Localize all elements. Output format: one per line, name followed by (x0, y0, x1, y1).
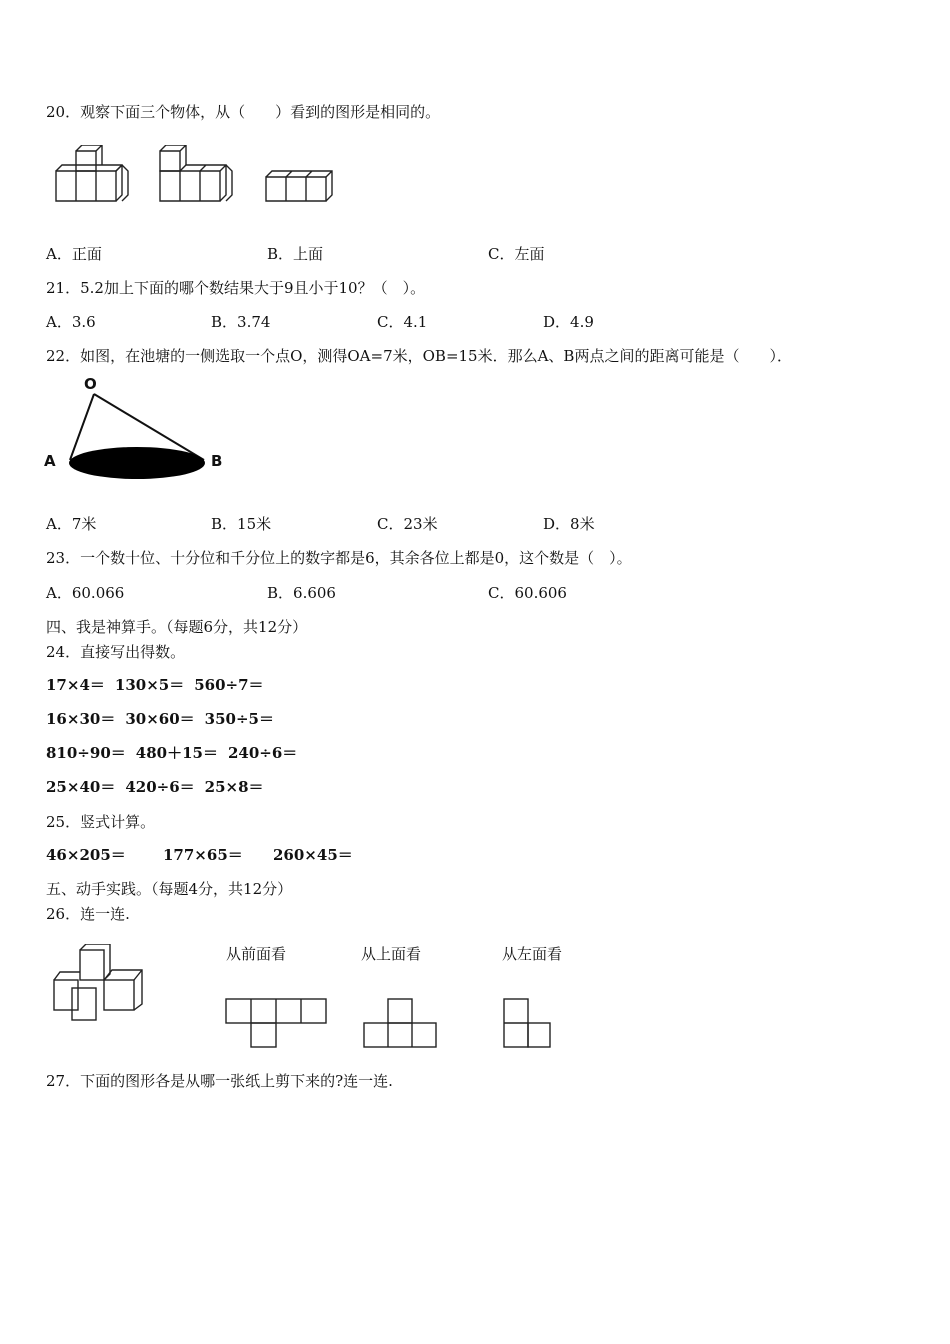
q24-item: 25×8＝ (204, 778, 264, 796)
q20-question: 20．观察下面三个物体，从（ ）看到的图形是相同的。 (46, 103, 441, 121)
q24-item: 350÷5＝ (204, 710, 274, 728)
q22-option-d[interactable]: D．8米 (543, 515, 595, 533)
q24-item: 560÷7＝ (194, 676, 264, 694)
q23-option-b[interactable]: B．6.606 (267, 584, 336, 602)
q24-question: 24．直接写出得数。 (46, 643, 186, 661)
q23-question: 23．一个数十位、十分位和千分位上的数字都是6，其余各位上都是0，这个数是（ ）。 (46, 549, 632, 567)
q24-item: 30×60＝ (125, 710, 195, 728)
q26-view-left-label: 从左面看 (502, 945, 563, 963)
q20-option-b[interactable]: B．上面 (267, 245, 324, 263)
q23-option-a[interactable]: A．60.066 (46, 584, 125, 602)
q20-option-a[interactable]: A．正面 (46, 245, 102, 263)
q26-view-front-shape (222, 995, 332, 1050)
section-5-heading: 五、动手实践。（每题4分，共12分） (46, 880, 293, 898)
q25-item-1: 46×205＝ (46, 846, 126, 864)
q22-pond-diagram (38, 374, 228, 484)
q25-question: 25．竖式计算。 (46, 813, 156, 831)
q22-option-c[interactable]: C．23米 (377, 515, 438, 533)
q23-option-c[interactable]: C．60.606 (488, 584, 567, 602)
q24-item: 16×30＝ (46, 710, 116, 728)
q22-label-b: B (211, 452, 223, 470)
q21-option-d[interactable]: D．4.9 (543, 313, 594, 331)
q20-option-c[interactable]: C．左面 (488, 245, 545, 263)
q22-label-o: O (84, 375, 97, 393)
section-4-heading: 四、我是神算手。（每题6分，共12分） (46, 618, 308, 636)
q24-row-4 (46, 777, 274, 797)
q21-option-a[interactable]: A．3.6 (46, 313, 96, 331)
q24-row-2 (46, 709, 284, 729)
q21-question: 21．5.2加上下面的哪个数结果大于9且小于10？（ ）。 (46, 279, 426, 297)
q25-item-3: 260×45＝ (273, 846, 353, 864)
q26-view-front-label: 从前面看 (226, 945, 287, 963)
q24-row-3 (46, 743, 307, 763)
q22-label-a: A (44, 452, 56, 470)
q22-question: 22．如图，在池塘的一侧选取一个点O，测得OA=7米，OB=15米．那么A、B两点之间的距离可能是（ ）． (46, 347, 792, 365)
q24-item: 810÷90＝ (46, 744, 126, 762)
q27-question: 27．下面的图形各是从哪一张纸上剪下来的?连一连. (46, 1072, 393, 1090)
q20-cube-figures (50, 145, 350, 215)
q24-item: 130×5＝ (114, 676, 185, 694)
q24-item: 240÷6＝ (227, 744, 298, 762)
q24-row-1 (46, 675, 274, 695)
q22-option-b[interactable]: B．15米 (211, 515, 272, 533)
q24-item: 480＋15＝ (135, 744, 218, 762)
q24-item: 420÷6＝ (125, 778, 195, 796)
q24-item: 17×4＝ (46, 676, 105, 694)
q26-view-left-shape (500, 995, 560, 1050)
q26-question: 26．连一连. (46, 905, 130, 923)
q26-view-top-label: 从上面看 (361, 945, 422, 963)
q26-cube-stack (50, 944, 150, 1024)
q22-option-a[interactable]: A．7米 (46, 515, 97, 533)
q26-view-top-shape (360, 995, 445, 1050)
q25-item-2: 177×65＝ (163, 846, 243, 864)
q21-option-b[interactable]: B．3.74 (211, 313, 271, 331)
q21-option-c[interactable]: C．4.1 (377, 313, 428, 331)
q24-item: 25×40＝ (46, 778, 116, 796)
